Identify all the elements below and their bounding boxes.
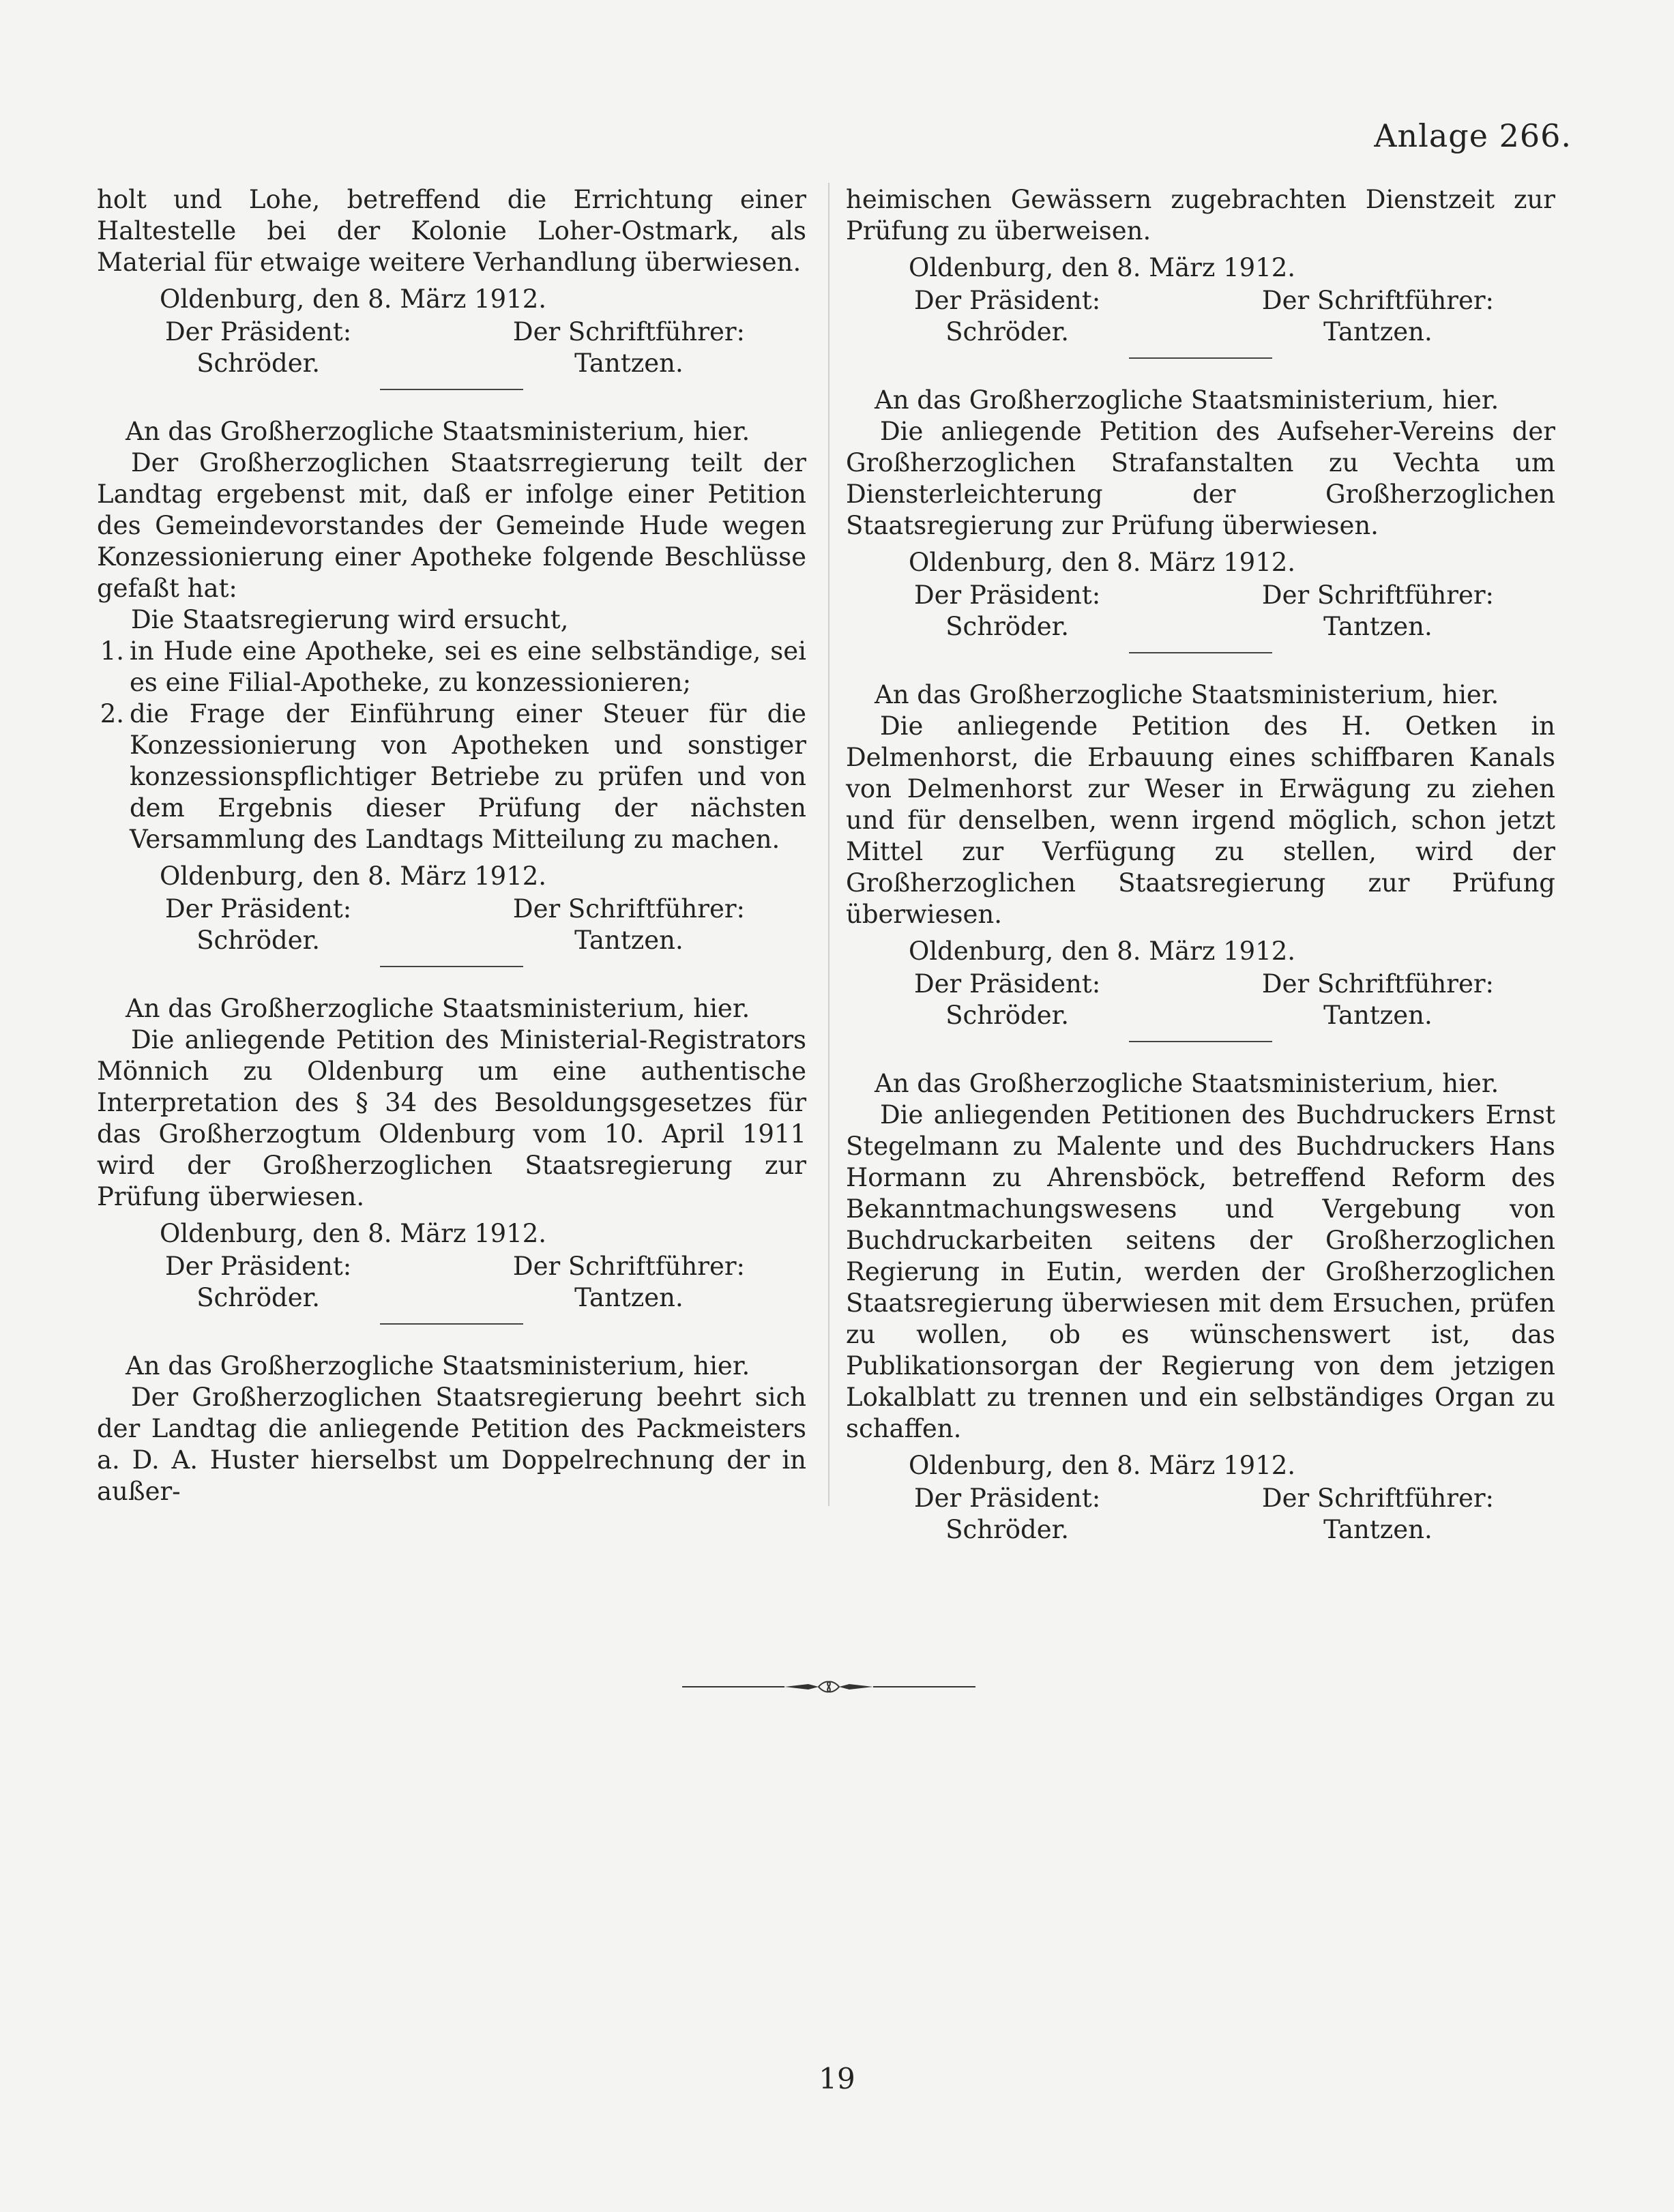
place-date: Oldenburg, den 8. März 1912. xyxy=(160,284,547,314)
right-signature-block-1 xyxy=(846,252,1555,348)
president-signature xyxy=(165,1251,351,1314)
signatures xyxy=(846,969,1555,1031)
right-section-3-paragraph: Die anliegende Petition des H. Oetken in Delmenhorst, die Erbauung eines schiffbaren Kanals von Delmenhorst zur Weser in Erwägung zu ziehen und für denselben, wenn irgend möglich, schon jetzt Mittel zur Verfügung zu stellen, wird der Großherzoglichen Staatsregierung zur Prüfung überwiesen. xyxy=(846,711,1555,929)
section-separator xyxy=(380,389,523,390)
place-date: Oldenburg, den 8. März 1912. xyxy=(909,1451,1296,1480)
president-title: Der Präsident: xyxy=(165,1252,352,1281)
signatures xyxy=(846,580,1555,643)
right-signature-block-2 xyxy=(846,547,1555,643)
place-date: Oldenburg, den 8. März 1912. xyxy=(909,937,1296,966)
president-signature xyxy=(914,285,1100,348)
secretary-title: Der Schriftführer: xyxy=(1261,286,1494,315)
signatures xyxy=(846,1483,1555,1546)
left-signature-block-3 xyxy=(97,1218,806,1314)
secretary-signature xyxy=(1262,969,1494,1031)
president-name: Schröder. xyxy=(196,1283,321,1312)
right-column xyxy=(846,184,1555,1546)
secretary-signature xyxy=(1262,285,1494,348)
left-signature-block-1 xyxy=(97,284,806,379)
list-item xyxy=(97,636,806,698)
right-intro-paragraph: heimischen Gewässern zugebrachten Dienstzeit zur Prüfung zu überweisen. xyxy=(846,185,1555,246)
list-text: in Hude eine Apotheke, sei es eine selbständige, sei es eine Filial-Apotheke, zu konzessionieren; xyxy=(130,636,806,697)
signatures xyxy=(97,894,806,956)
left-intro-paragraph: holt und Lohe, betreffend die Errichtung einer Haltestelle bei der Kolonie Loher-Ostmark, als Material für etwaige weitere Verhandlung überwiesen. xyxy=(97,185,806,277)
president-name: Schröder. xyxy=(945,317,1070,346)
left-section-4-paragraph: Der Großherzoglichen Staatsregierung beehrt sich der Landtag die anliegende Petition des Packmeisters a. D. A. Huster hierselbst um Doppelrechnung der in außer- xyxy=(97,1383,806,1506)
president-title: Der Präsident: xyxy=(914,580,1101,610)
list-number: 2. xyxy=(100,699,124,728)
right-section-2-title: An das Großherzogliche Staatsministerium, hier. xyxy=(875,385,1499,415)
secretary-signature xyxy=(1262,580,1494,643)
fleuron-divider-icon xyxy=(682,1677,975,1697)
president-name: Schröder. xyxy=(196,349,321,378)
secretary-name: Tantzen. xyxy=(574,1283,684,1312)
president-signature xyxy=(914,969,1100,1031)
right-signature-block-4 xyxy=(846,1450,1555,1546)
section-separator xyxy=(1129,652,1272,653)
section-separator xyxy=(1129,1041,1272,1042)
president-name: Schröder. xyxy=(196,926,321,955)
signatures xyxy=(846,285,1555,348)
president-title: Der Präsident: xyxy=(914,286,1101,315)
secretary-signature xyxy=(1262,1483,1494,1546)
president-name: Schröder. xyxy=(945,1515,1070,1544)
president-title: Der Präsident: xyxy=(165,317,352,346)
right-section-3-title: An das Großherzogliche Staatsministerium, hier. xyxy=(875,680,1499,709)
list-text: die Frage der Einführung einer Steuer für die Konzessionierung von Apotheken und sonstiger konzessionspflichtiger Betriebe zu prüfen und von dem Ergebnis dieser Prüfung der nächsten Versammlung des Landtags Mitteilung zu machen. xyxy=(130,699,806,854)
signatures xyxy=(97,1251,806,1314)
secretary-signature xyxy=(513,894,745,956)
left-section-3-title: An das Großherzogliche Staatsministerium, hier. xyxy=(126,994,750,1023)
left-column xyxy=(97,184,806,1507)
secretary-signature xyxy=(513,316,745,379)
secretary-title: Der Schriftführer: xyxy=(512,1252,745,1281)
secretary-title: Der Schriftführer: xyxy=(512,317,745,346)
section-separator xyxy=(380,1323,523,1325)
secretary-name: Tantzen. xyxy=(1323,1515,1433,1544)
left-section-2-lead: Die Staatsregierung wird ersucht, xyxy=(131,605,569,634)
secretary-title: Der Schriftführer: xyxy=(1261,969,1494,999)
right-signature-block-3 xyxy=(846,936,1555,1031)
right-section-4-title: An das Großherzogliche Staatsministerium, hier. xyxy=(875,1069,1499,1098)
page-number: 19 xyxy=(819,2062,855,2095)
signatures xyxy=(97,316,806,379)
secretary-name: Tantzen. xyxy=(574,349,684,378)
president-title: Der Präsident: xyxy=(165,894,352,924)
secretary-title: Der Schriftführer: xyxy=(1261,1484,1494,1513)
president-signature xyxy=(165,316,351,379)
secretary-signature xyxy=(513,1251,745,1314)
column-divider xyxy=(828,183,829,1506)
place-date: Oldenburg, den 8. März 1912. xyxy=(160,861,547,891)
list-item xyxy=(97,698,806,855)
secretary-name: Tantzen. xyxy=(574,926,684,955)
left-signature-block-2 xyxy=(97,861,806,956)
secretary-name: Tantzen. xyxy=(1323,317,1433,346)
secretary-name: Tantzen. xyxy=(1323,612,1433,641)
president-name: Schröder. xyxy=(945,1001,1070,1030)
left-section-3-paragraph: Die anliegende Petition des Ministerial-Registrators Mönnich zu Oldenburg um eine authentische Interpretation des § 34 des Besoldungsgesetzes für das Großherzogtum Oldenburg vom 10. April 1911 wird der Großherzoglichen Staatsregierung zur Prüfung überwiesen. xyxy=(97,1025,806,1211)
president-title: Der Präsident: xyxy=(914,1484,1101,1513)
left-section-2-title: An das Großherzogliche Staatsministerium, hier. xyxy=(126,417,750,446)
secretary-title: Der Schriftführer: xyxy=(512,894,745,924)
president-title: Der Präsident: xyxy=(914,969,1101,999)
right-section-2-paragraph: Die anliegende Petition des Aufseher-Vereins der Großherzoglichen Strafanstalten zu Vechta um Diensterleichterung der Großherzoglichen Staatsregierung zur Prüfung überwiesen. xyxy=(846,417,1555,540)
place-date: Oldenburg, den 8. März 1912. xyxy=(160,1219,547,1248)
president-name: Schröder. xyxy=(945,612,1070,641)
place-date: Oldenburg, den 8. März 1912. xyxy=(909,548,1296,577)
page-header-anlage: Anlage 266. xyxy=(1374,117,1572,154)
left-section-2-paragraph: Der Großherzoglichen Staatsrregierung teilt der Landtag ergebenst mit, daß er infolge einer Petition des Gemeindevorstandes der Gemeinde Hude wegen Konzessionierung einer Apotheke folgende Beschlüsse gefaßt hat: xyxy=(97,448,806,603)
president-signature xyxy=(914,580,1100,643)
section-separator xyxy=(380,966,523,967)
section-separator xyxy=(1129,357,1272,359)
left-section-4-title: An das Großherzogliche Staatsministerium, hier. xyxy=(126,1351,750,1381)
president-signature xyxy=(914,1483,1100,1546)
president-signature xyxy=(165,894,351,956)
list-number: 1. xyxy=(100,636,124,666)
secretary-title: Der Schriftführer: xyxy=(1261,580,1494,610)
secretary-name: Tantzen. xyxy=(1323,1001,1433,1030)
place-date: Oldenburg, den 8. März 1912. xyxy=(909,253,1296,282)
right-section-4-paragraph: Die anliegenden Petitionen des Buchdruckers Ernst Stegelmann zu Malente und des Buchdruckers Hans Hormann zu Ahrensböck, betreffend Reform des Bekanntmachungswesens und Vergebung von Buchdruckarbeiten seitens der Großherzoglichen Regierung in Eutin, werden der Großherzoglichen Staatsregierung überwiesen mit dem Ersuchen, prüfen zu wollen, ob es wünschenswert ist, das Publikationsorgan der Regierung von dem jetzigen Lokalblatt zu trennen und ein selbständiges Organ zu schaffen. xyxy=(846,1100,1555,1443)
